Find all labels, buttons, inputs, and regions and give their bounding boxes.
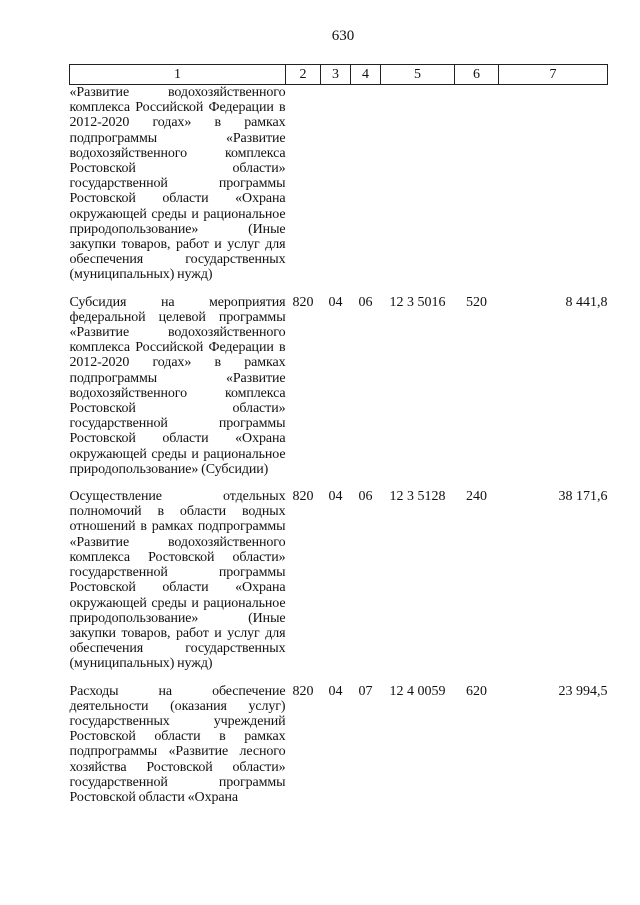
row-subsection-code	[351, 85, 381, 283]
column-header-1: 1	[70, 65, 286, 85]
column-header-5: 5	[381, 65, 455, 85]
row-amount: 8 441,8	[565, 294, 608, 310]
row-subsection-code: 07	[358, 683, 373, 699]
row-expense-type: 620	[466, 683, 487, 699]
column-header-4: 4	[351, 65, 381, 85]
row-section-code	[321, 85, 351, 283]
row-expense-type: 520	[466, 294, 487, 310]
row-description: Расходы на обеспечение деятельности (оказания услуг) государственных учреждений Ростовской области в рамках подпрограммы «Развитие лесного хозяйства Ростовской области» государственной программы Ростовской области «Охрана	[69, 683, 286, 805]
row-description: Субсидия на мероприятия федеральной целевой программы «Развитие водохозяйственного комплекса Российской Федерации в 2012-2020 годах» в рамках подпрограммы «Развитие водохозяйственного комплекса Ростовской области» государственной программы Ростовской области «Охрана окружающей среды и рациональное природопользование» (Субсидии)	[69, 294, 286, 477]
row-description: «Развитие водохозяйственного комплекса Российской Федерации в 2012-2020 годах» в рамках подпрограммы «Развитие водохозяйственного комплекса Ростовской области» государственной программы Ростовской области «Охрана окружающей среды и рациональное природопользование» (Иные закупки товаров, работ и услуг для обеспечения государственных (муниципальных) нужд)	[69, 85, 286, 283]
row-amount: 38 171,6	[558, 489, 608, 505]
row-target-code	[381, 85, 455, 283]
column-header-3: 3	[321, 65, 351, 85]
row-expense-type: 240	[466, 489, 487, 505]
row-expense-type	[455, 85, 499, 283]
row-target-code: 12 3 5128	[389, 489, 446, 505]
row-amount: 23 994,5	[558, 683, 608, 699]
column-header-7: 7	[499, 65, 608, 85]
row-section-code: 04	[328, 683, 343, 699]
row-amount	[499, 85, 608, 283]
row-subsection-code: 06	[358, 294, 373, 310]
row-subsection-code: 06	[358, 489, 373, 505]
row-ministry-code: 820	[292, 294, 314, 310]
table-header-row	[70, 65, 608, 85]
table-row	[70, 295, 608, 477]
column-header-6: 6	[455, 65, 499, 85]
table-row	[70, 85, 608, 283]
table-row	[70, 489, 608, 671]
page-number: 630	[331, 28, 355, 44]
row-section-code: 04	[328, 294, 343, 310]
row-description: Осуществление отдельных полномочий в области водных отношений в рамках подпрограммы «Развитие водохозяйственного комплекса Ростовской области» государственной программы Ростовской области «Охрана окружающей среды и рациональное природопользование» (Иные закупки товаров, работ и услуг для обеспечения государственных (муниципальных) нужд)	[69, 489, 286, 672]
row-ministry-code	[286, 85, 321, 283]
column-header-2: 2	[286, 65, 321, 85]
row-ministry-code: 820	[292, 683, 314, 699]
row-section-code: 04	[328, 489, 343, 505]
row-target-code: 12 3 5016	[389, 294, 446, 310]
row-target-code: 12 4 0059	[389, 683, 446, 699]
table-row	[70, 684, 608, 806]
budget-table	[69, 64, 608, 805]
row-ministry-code: 820	[292, 489, 314, 505]
